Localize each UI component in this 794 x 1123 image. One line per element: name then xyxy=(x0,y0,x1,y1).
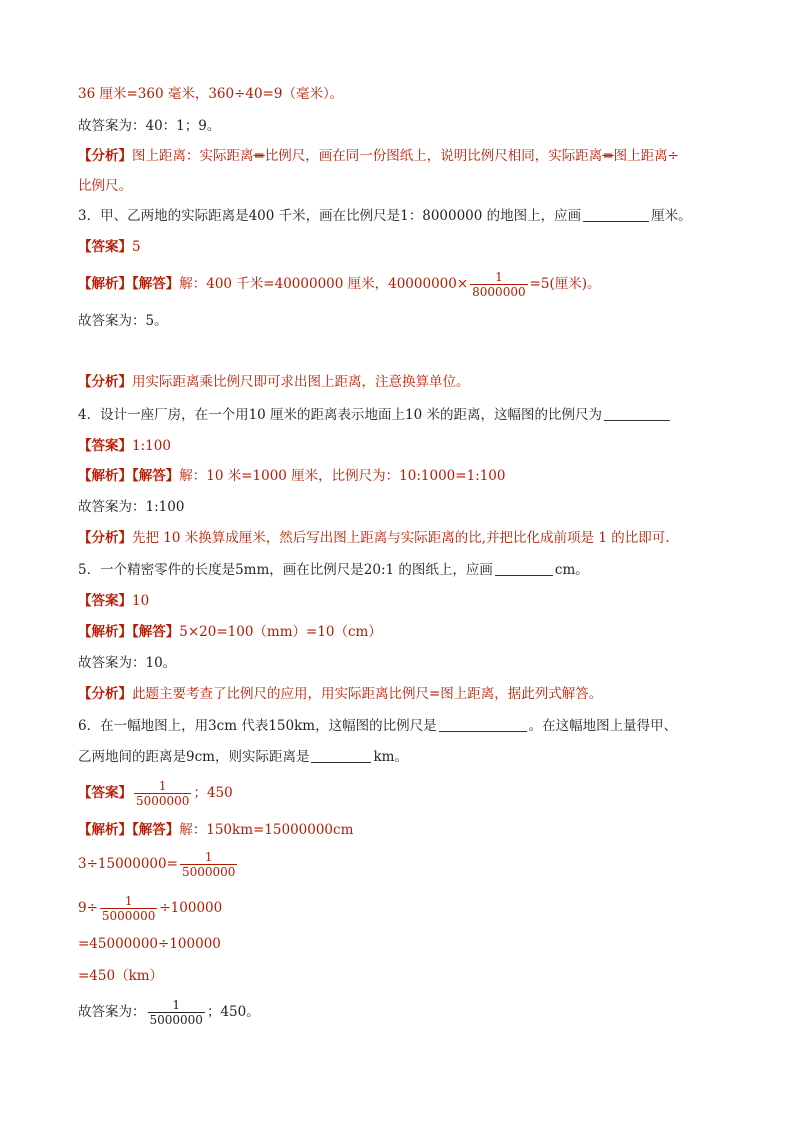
fraction-numerator: 1 xyxy=(204,850,213,864)
solution-4 xyxy=(78,466,505,486)
fraction-denominator: 5000000 xyxy=(181,865,236,879)
fraction-numerator: 1 xyxy=(124,894,133,908)
answer-value: 5 xyxy=(132,239,141,255)
answer-5 xyxy=(78,591,149,611)
question-text: 4．设计一座厂房，在一个用10 厘米的距离表示地面上10 米的距离，这幅图的比例尺为 xyxy=(78,407,603,423)
question-text: 5．一个精密零件的长度是5mm，画在比例尺是20:1 的图纸上，应画 xyxy=(78,562,493,578)
answer-blank xyxy=(604,406,670,421)
analysis-text: 图上距离：实际距离 xyxy=(132,148,254,164)
solution-tag: 【解析】【解答】 xyxy=(78,276,180,292)
question-5 xyxy=(78,560,589,580)
answer-tag: 【答案】 xyxy=(78,438,132,454)
step-1 xyxy=(78,846,239,882)
question-6-line1 xyxy=(78,716,677,736)
analysis-text: 图上距离÷ xyxy=(613,148,679,164)
final-answer-6 xyxy=(78,994,260,1030)
solution-tag: 【解析】【解答】 xyxy=(78,624,180,640)
final-answer-3: 故答案为：5。 xyxy=(78,313,168,329)
fraction xyxy=(470,270,527,299)
answer-3 xyxy=(78,237,141,257)
struck-equals: = xyxy=(602,148,614,164)
fraction xyxy=(134,779,191,808)
answer-blank xyxy=(311,748,371,763)
answer-6 xyxy=(78,775,233,811)
fraction-numerator: 1 xyxy=(158,779,167,793)
answer-value: 10 xyxy=(132,593,150,609)
final-text: ；450。 xyxy=(206,1004,260,1020)
answer-prev: 故答案为：40：1；9。 xyxy=(78,118,221,134)
fraction-denominator: 5000000 xyxy=(149,1013,203,1027)
solution-tag: 【解析】【解答】 xyxy=(78,822,180,838)
question-text: 。在这幅地图上量得甲、 xyxy=(528,718,678,734)
analysis-text: 先把 10 米换算成厘米，然后写出图上距离与实际距离的比,并把比化成前项是 1 的比即可. xyxy=(132,530,670,546)
analysis-prev xyxy=(78,146,679,166)
question-text: cm。 xyxy=(554,562,589,578)
answer-tag: 【答案】 xyxy=(78,593,132,609)
fraction xyxy=(100,894,157,923)
analysis-text: 比例尺，画在同一份图纸上，说明比例尺相同，实际距离 xyxy=(264,148,603,164)
fraction xyxy=(148,998,205,1027)
answer-blank xyxy=(495,561,553,576)
fraction xyxy=(180,850,237,879)
question-text: km。 xyxy=(373,749,408,765)
answer-value: ；450 xyxy=(193,785,233,801)
question-6-line2 xyxy=(78,747,408,767)
analysis-prev-cont: 比例尺。 xyxy=(78,178,132,194)
answer-tag: 【答案】 xyxy=(78,239,132,255)
analysis-tag: 【分析】 xyxy=(78,374,132,390)
step-text: ÷100000 xyxy=(159,900,223,916)
solution-text: 解：10 米=1000 厘米，比例尺为：10:1000=1:100 xyxy=(179,468,506,484)
solution-6 xyxy=(78,820,353,840)
step-2 xyxy=(78,890,222,926)
question-text: 3．甲、乙两地的实际距离是400 千米，画在比例尺是1：8000000 的地图上，应画 xyxy=(78,208,582,224)
final-answer-5: 故答案为：10。 xyxy=(78,655,177,671)
analysis-tag: 【分析】 xyxy=(78,148,132,164)
solution-text: 解：400 千米=40000000 厘米，40000000× xyxy=(179,276,469,292)
answer-value: 1:100 xyxy=(132,438,171,454)
final-answer-4: 故答案为：1:100 xyxy=(78,499,185,515)
answer-4 xyxy=(78,436,171,456)
answer-blank xyxy=(583,207,649,222)
solution-5 xyxy=(78,622,382,642)
final-text: 故答案为： xyxy=(78,1004,146,1020)
question-3 xyxy=(78,206,692,226)
solution-text: 5×20=100（mm）=10（cm） xyxy=(179,624,382,640)
step-text: 3÷15000000= xyxy=(78,856,178,872)
struck-equals: = xyxy=(253,148,265,164)
analysis-tag: 【分析】 xyxy=(78,686,132,702)
step-3: =45000000÷100000 xyxy=(78,936,221,952)
fraction-denominator: 8000000 xyxy=(472,285,526,299)
question-4 xyxy=(78,405,672,425)
answer-tag: 【答案】 xyxy=(78,785,132,801)
step-4: =450（km） xyxy=(78,968,164,984)
analysis-5 xyxy=(78,684,602,704)
question-text: 厘米。 xyxy=(651,208,692,224)
fraction-numerator: 1 xyxy=(495,270,503,284)
answer-blank xyxy=(439,717,527,732)
solution-3 xyxy=(78,266,601,302)
fraction-numerator: 1 xyxy=(172,998,181,1012)
analysis-4 xyxy=(78,528,670,548)
fraction-denominator: 5000000 xyxy=(101,909,156,923)
fraction-denominator: 5000000 xyxy=(136,794,190,808)
analysis-text: 此题主要考查了比例尺的应用，用实际距离比例尺=图上距离，据此列式解答。 xyxy=(132,686,603,702)
solution-text: 解：150km=15000000cm xyxy=(179,822,354,838)
analysis-tag: 【分析】 xyxy=(78,530,132,546)
solution-tag: 【解析】【解答】 xyxy=(78,468,180,484)
solution-text: =5(厘米)。 xyxy=(529,276,601,292)
question-text: 乙两地间的距离是9cm，则实际距离是 xyxy=(78,749,310,765)
question-text: 6．在一幅地图上，用3cm 代表150km，这幅图的比例尺是 xyxy=(78,718,437,734)
analysis-text: 用实际距离乘比例尺即可求出图上距离，注意换算单位。 xyxy=(132,374,470,390)
step-text: 9÷ xyxy=(78,900,98,916)
analysis-3 xyxy=(78,372,470,392)
line-calc-mm: 36 厘米=360 毫米，360÷40=9（毫米）。 xyxy=(78,86,344,102)
